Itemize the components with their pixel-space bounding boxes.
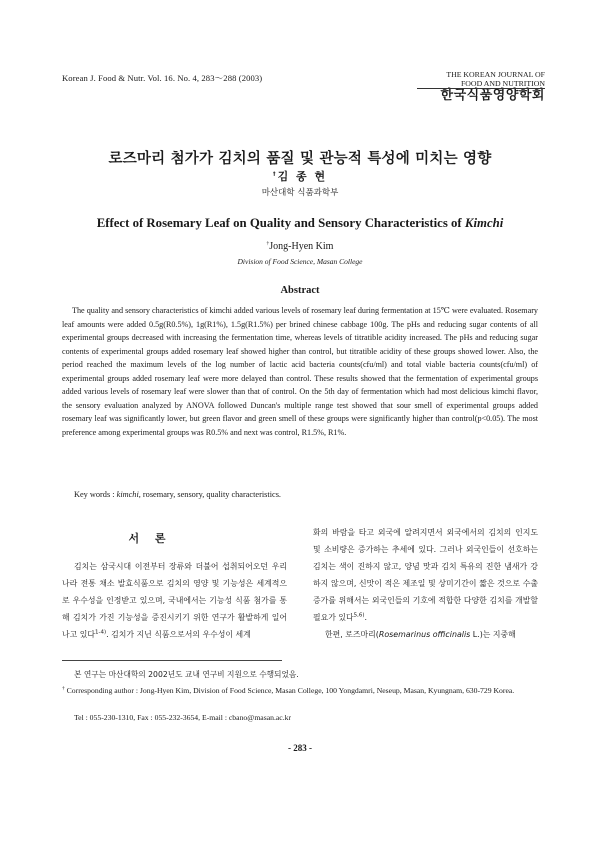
author-korean-name: 김 종 현: [277, 170, 328, 183]
footnote-divider: [62, 660, 282, 661]
keywords: [74, 490, 281, 499]
intro-right-para2: [313, 626, 538, 643]
keywords-label: Key words :: [74, 490, 117, 499]
citation-ref: 5,6): [353, 612, 365, 619]
author-english-name: Jong-Hyen Kim: [269, 241, 334, 252]
citation-ref: 1-4): [95, 629, 107, 636]
page-number: - 283 -: [288, 743, 312, 753]
affiliation-english: Division of Food Science, Masan College: [237, 257, 363, 266]
keyword-kimchi: kimchi: [116, 490, 139, 499]
corresponding-text: Corresponding author : Jong-Hyen Kim, Division of Food Science, Masan College, 100 Yongdamri, Neseup, Masan, Kyungnam, 630-729 Korea.: [64, 686, 515, 695]
journal-name-ko: 한국식품영양학회: [440, 88, 545, 103]
section-heading-introduction: 서 론: [128, 532, 172, 545]
journal-name-en-line2: FOOD AND NUTRITION: [460, 79, 545, 88]
corresponding-mark: †: [62, 685, 65, 692]
intro-right-para1: [313, 524, 538, 626]
intro-text-end: . 김치가 지닌 식품으로서의 우수성이 세계: [106, 630, 251, 639]
paper-title-korean: 로즈마리 첨가가 김치의 품질 및 관능적 특성에 미치는 영향: [108, 151, 492, 167]
affiliation-korean: 마산대학 식품과학부: [261, 188, 339, 198]
intro-right-text-end: .: [364, 613, 368, 622]
title-en-italic: Kimchi: [464, 216, 504, 230]
masthead-divider: [417, 88, 545, 89]
intro-left-column: [62, 558, 287, 643]
keywords-list: , rosemary, sensory, quality characteristics.: [138, 490, 281, 499]
intro-text: 김치는 삼국시대 이전부터 장류와 더불어 섭취되어오던 우리나라 전통 채소 발효식품으로 김치의 영양 및 기능성은 세계적으로 우수성을 인정받고 있으며, 국내에서는 기능성 식품 첨가를 통해 김치가 가진 기능성을 증진시키기 위한 연구가 활발하게 일어나고 있다: [62, 562, 287, 639]
footnote-corresponding: [62, 684, 538, 697]
corresponding-mark: †: [266, 240, 270, 247]
title-en-main: Effect of Rosemary Leaf on Quality and Sensory Characteristics of: [96, 216, 465, 230]
abstract-body: The quality and sensory characteristics of kimchi added various levels of rosemary leaf during fermentation at 15℃ were evaluated. Rosemary leaf amounts were added 0.5g(R0.5%), 1g(R1%), 1.5g(R1.5%) per brined chinese cabbage 100g. The pHs and reducing sugar contents of all experimental groups decreased with increasing the fermentation time, whereas levels of titratible acidity increased. The pHs and reducing sugar contents of experimental groups added rosemary leaf showed higher than control, but titratible acidity of these groups showed lower. Also, the period reached the maximum levels of the log number of lactic acid bacteria counts(cfu/ml) and total viable bacteria counts(cfu/ml) of experimental groups added rosemary leaf were more delayed than control. These results showed that the fermentation of experimental groups added various levels of rosemary leaf were slower than that of control. On the 5th day of fermentation which had most delicious kimchi flavor, the sensory evaluation analyzed by ANOVA followed Duncan's multiple range test showed that sour smell of experimental groups added rosemary leaf was significantly lower, but green flavor and green smell of these groups were significantly higher than control(p<0.05). The most preference among experimental groups was R0.5% and next was control, R1.5%, R1%.: [62, 306, 538, 437]
author-korean: [0, 168, 600, 184]
para2-end: L.)는 지중해: [470, 630, 516, 639]
corresponding-mark: †: [272, 171, 278, 178]
abstract-heading: Abstract: [280, 285, 320, 296]
author-english: [0, 241, 600, 252]
intro-right-column: [313, 524, 538, 643]
species-name: Rosemarinus officinalis: [378, 630, 471, 639]
footnote-contact: Tel : 055-230-1310, Fax : 055-232-3654, E-mail : cbano@masan.ac.kr: [74, 713, 292, 722]
journal-name-en-line1: THE KOREAN JOURNAL OF: [446, 70, 545, 79]
intro-right-text: 화의 바람을 타고 외국에 알려지면서 외국에서의 김치의 인지도 및 소비량은 증가하는 추세에 있다. 그러나 외국인들이 선호하는 김치는 색이 진하지 않고, 양념 맛과 김치 특유의 진한 냄새가 강하지 않으며, 신맛이 적은 제조일 및 상미기간이 짧은 것으로 수출증가를 위해서는 외국인들의 기호에 적합한 다양한 김치를 개발할 필요가 있다: [313, 528, 538, 622]
para2-start: 한편, 로즈마리(: [325, 630, 379, 639]
paper-title-english: [0, 216, 600, 231]
journal-citation: Korean J. Food & Nutr. Vol. 16. No. 4, 283～288 (2003): [62, 73, 263, 83]
journal-masthead: [441, 70, 545, 104]
footnote-funding: 본 연구는 마산대학의 2002년도 교내 연구비 지원으로 수행되었음.: [74, 670, 299, 679]
